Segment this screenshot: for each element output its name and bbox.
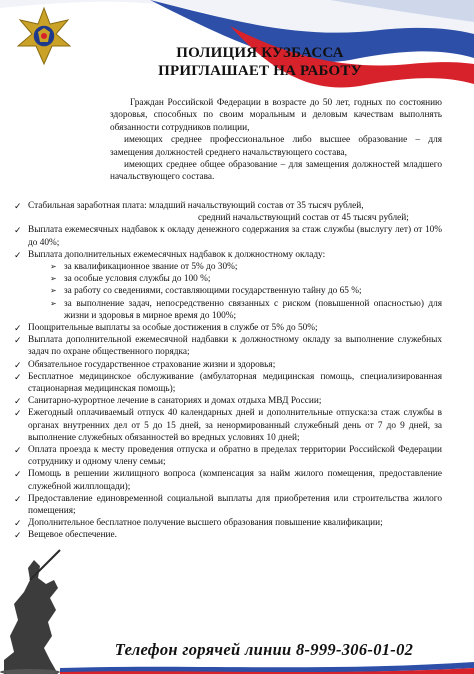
sub-list-item [12, 273, 442, 285]
list-item-text: Санитарно-курортное лечение в санаториях и домах отдыха МВД России; [28, 396, 322, 407]
list-item-text: Помощь в решении жилищного вопроса (компенсация за найм жилого помещения, предоставление служебной жилплощади); [28, 469, 442, 492]
intro-paragraph: Граждан Российской Федерации в возрасте до 50 лет, годных по состоянию здоровья, способных по своим моральным и деловым качествам выполнять обязанности сотрудников полиции, [110, 98, 442, 133]
intro-paragraph: имеющих среднее профессиональное либо высшее образование – для замещения должностей среднего начальствующего состава, [110, 135, 442, 158]
list-item-text: Выплата дополнительных ежемесячных надбавок к должностному окладу: [28, 249, 326, 260]
list-item-text: Оплата проезда к месту проведения отпуска и обратно в пределах территории Российской Федерации сотруднику и одному члену семьи; [28, 445, 442, 468]
sub-item-text: за работу со сведениями, составляющими государственную тайну до 65 %; [64, 286, 362, 297]
list-item-text: Выплата дополнительной ежемесячной надбавки к должностному окладу за выполнение служебных задач по охране общественного порядка; [28, 335, 442, 358]
list-item [12, 224, 442, 248]
list-item-continuation: средний начальствующий состав от 45 тысяч рублей; [198, 213, 409, 224]
arrow-bullet-icon: ➢ [50, 286, 57, 296]
list-item [12, 517, 442, 529]
list-item-text: Вещевое обеспечение. [28, 530, 117, 541]
list-item [12, 359, 442, 371]
title-line-2: ПРИГЛАШАЕТ НА РАБОТУ [158, 63, 362, 79]
arrow-bullet-icon: ➢ [50, 262, 57, 272]
list-item-text: Обязательное государственное страхование жизни и здоровья; [28, 359, 276, 370]
checkmark-icon: ✓ [14, 249, 22, 260]
hotline-phone: Телефон горячей линии 8-999-306-01-02 [114, 640, 414, 659]
checkmark-icon: ✓ [14, 359, 22, 370]
footer-flag-stripe [60, 662, 474, 674]
sub-item-text: за особые условия службы до 100 %; [64, 274, 211, 285]
checkmark-icon: ✓ [14, 493, 22, 504]
arrow-bullet-icon: ➢ [50, 274, 57, 284]
checkmark-icon: ✓ [14, 469, 22, 480]
checkmark-icon: ✓ [14, 371, 22, 382]
list-item [12, 200, 442, 224]
list-item [12, 529, 442, 541]
checkmark-icon: ✓ [14, 530, 22, 541]
list-item-text: Бесплатное медицинское обслуживание (амбулаторная медицинская помощь, специализированная стационарная медицинская помощь); [28, 371, 442, 395]
checkmark-icon: ✓ [14, 408, 22, 419]
page-title [110, 44, 410, 80]
list-item [12, 371, 442, 395]
checkmark-icon: ✓ [14, 445, 22, 456]
police-emblem-icon [14, 6, 74, 68]
checkmark-icon: ✓ [14, 335, 22, 346]
benefits-list [12, 200, 442, 542]
list-item [12, 249, 442, 261]
list-item-text: Стабильная заработная плата: младший начальствующий состав от 35 тысяч рублей, [28, 201, 364, 211]
list-item-text: Поощрительные выплаты за особые достижения в службе от 5% до 50%; [28, 323, 318, 334]
intro-paragraph: имеющих среднее общее образование – для замещения должностей младшего начальствующего состава. [110, 160, 442, 183]
list-item [12, 493, 442, 517]
sub-list-item [12, 261, 442, 273]
list-item [12, 444, 442, 468]
arrow-bullet-icon: ➢ [50, 298, 57, 308]
title-line-1: ПОЛИЦИЯ КУЗБАССА [176, 45, 344, 61]
list-item [12, 395, 442, 407]
saint-george-statue-icon [0, 540, 70, 674]
intro-section [110, 97, 442, 184]
list-item [12, 334, 442, 358]
list-item-text: Предоставление единовременной социальной выплаты для приобретения или строительства жилого помещения; [28, 493, 442, 517]
sub-item-text: за квалификационное звание от 5% до 30%; [64, 262, 238, 273]
list-item-text: Выплата ежемесячных надбавок к окладу денежного содержания за стаж службы (выслугу лет) от 10% до 40%; [28, 225, 442, 248]
list-item [12, 322, 442, 334]
sub-item-text: за выполнение задач, непосредственно связанных с риском (повышенной опасностью) для жизни и здоровья в мирное время до 100%; [64, 298, 442, 321]
checkmark-icon: ✓ [14, 201, 22, 211]
checkmark-icon: ✓ [14, 225, 22, 236]
sub-list-item [12, 298, 442, 322]
list-item [12, 468, 442, 492]
checkmark-icon: ✓ [14, 518, 22, 529]
sub-list-item [12, 285, 442, 297]
checkmark-icon: ✓ [14, 396, 22, 407]
checkmark-icon: ✓ [14, 323, 22, 334]
list-item-text: Дополнительное бесплатное получение высшего образования повышение квалификации; [28, 518, 383, 529]
list-item-text: Ежегодный оплачиваемый отпуск 40 календарных дней и дополнительные отпуска:за стаж службы в органах внутренних дел от 5 до 15 дней, за ненормированный служебный день от 7 до 9 дней, за выполнение служебных обязанностей во вредных условиях 10 дней; [28, 408, 442, 443]
list-item [12, 407, 442, 444]
